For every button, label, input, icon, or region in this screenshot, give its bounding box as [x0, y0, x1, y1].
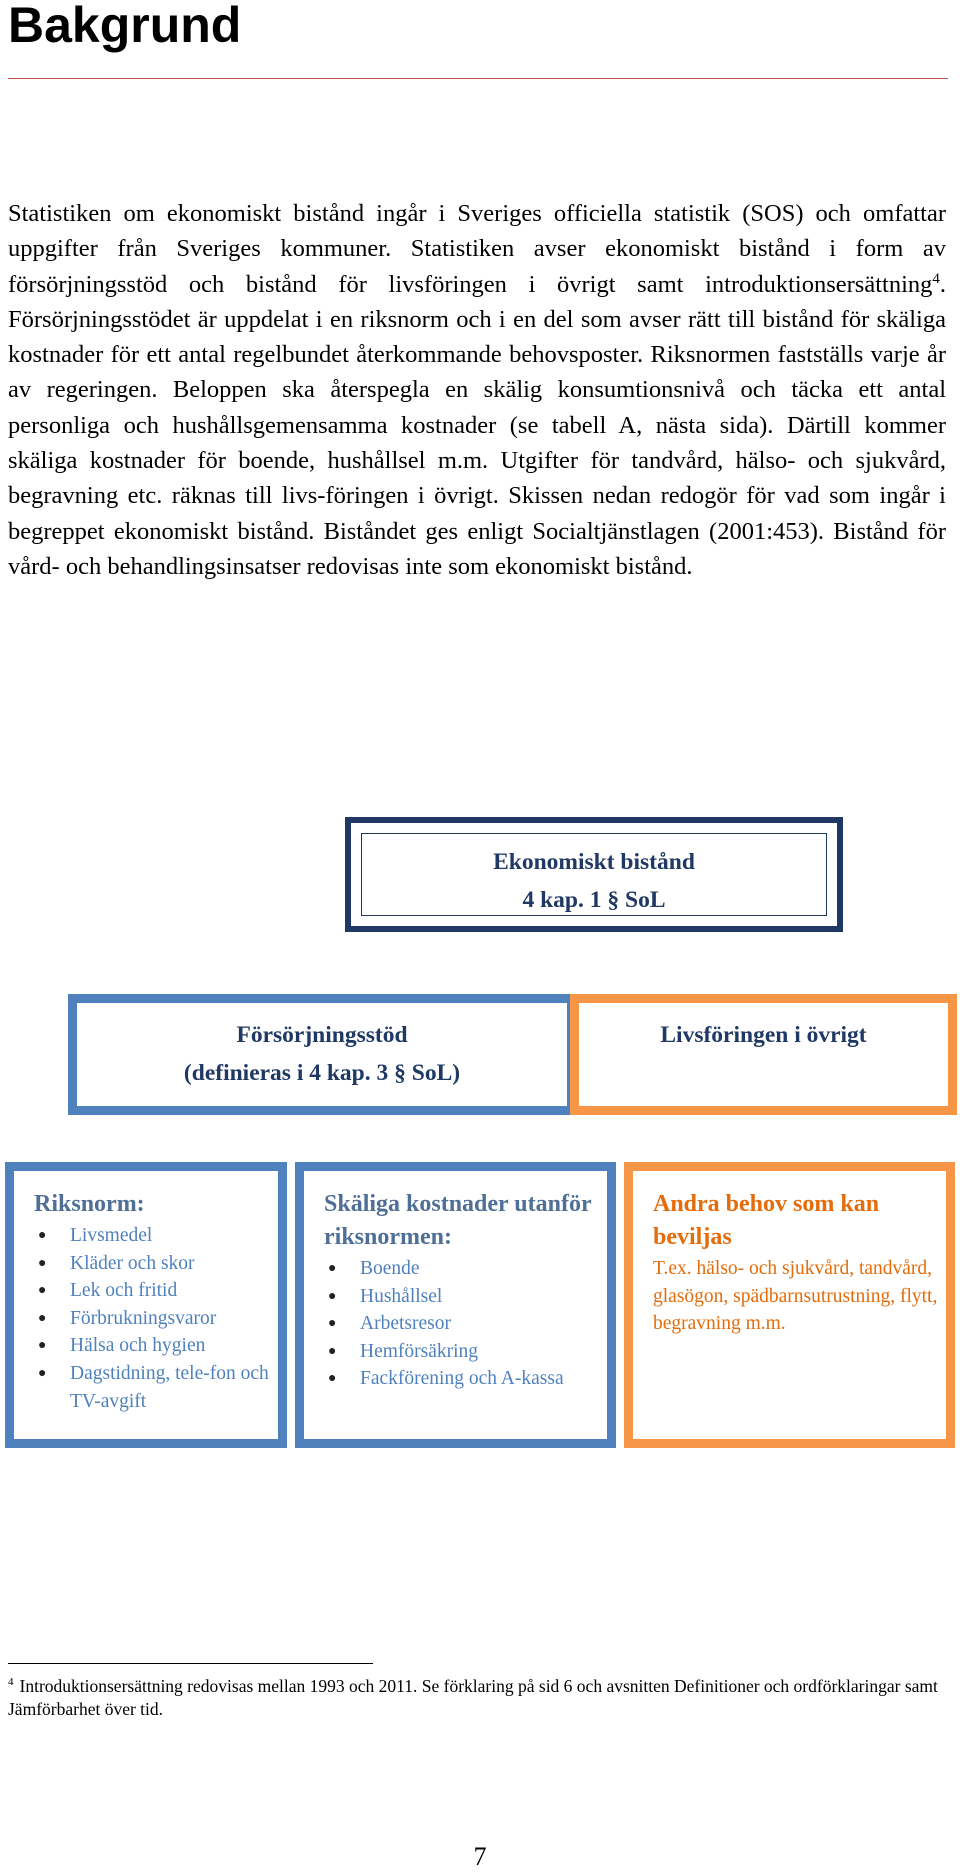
- ekonomiskt-bistand-ref: 4 kap. 1 § SoL: [522, 887, 666, 913]
- list-item: [34, 1305, 278, 1333]
- footnote-marker: 4: [932, 270, 940, 287]
- list-item: [34, 1250, 278, 1278]
- forsorjningsstod-ref: (definieras i 4 kap. 3 § SoL): [183, 1060, 461, 1086]
- list-item-label: Lek och fritid: [70, 1280, 178, 1302]
- forsorjningsstod-box: [68, 994, 576, 1115]
- body-text-start: Statistiken om ekonomiskt bistånd ingår i Sveriges officiella statistik (SOS) och omfattar uppgifter från Sveriges kommuner. Statistiken avser ekonomiskt bistånd i form av försörjningsstöd och bistånd för livsföringen i övrigt samt introduktionsersättning: [8, 200, 946, 298]
- list-item-label: Hälsa och hygien: [70, 1335, 206, 1357]
- list-item: [34, 1277, 278, 1305]
- page-number: 7: [473, 1842, 487, 1871]
- bullet-icon: ●: [38, 1365, 47, 1381]
- riksnorm-list: [34, 1222, 278, 1415]
- bullet-icon: ●: [328, 1261, 337, 1276]
- bullet-icon: ●: [328, 1288, 337, 1304]
- forsorjningsstod-title: Försörjningsstöd: [236, 1022, 408, 1048]
- list-item: [324, 1255, 607, 1283]
- list-item-label: Livsmedel: [70, 1225, 153, 1246]
- bullet-icon: ●: [328, 1371, 337, 1387]
- bullet-icon: ●: [38, 1283, 47, 1299]
- livsforingen-box: [570, 994, 957, 1115]
- list-item: [34, 1360, 278, 1415]
- bullet-icon: ●: [328, 1343, 337, 1359]
- andra-behov-box: [624, 1162, 955, 1448]
- bullet-icon: ●: [38, 1255, 47, 1271]
- list-item-label: Hushållsel: [360, 1285, 443, 1307]
- list-item: [34, 1222, 278, 1250]
- list-item: [34, 1332, 278, 1360]
- list-item-label: Arbetsresor: [360, 1313, 451, 1335]
- andra-behov-description: T.ex. hälso- och sjukvård, tandvård, glasögon, spädbarnsutrustning, flytt, begravning m.m.: [653, 1258, 938, 1335]
- ekonomiskt-bistand-box: [345, 817, 843, 932]
- list-item-label: Hemförsäkring: [360, 1340, 479, 1362]
- bullet-icon: ●: [328, 1316, 337, 1332]
- skaliga-kostnader-box: [295, 1162, 616, 1448]
- list-item-label: Kläder och skor: [70, 1252, 195, 1274]
- body-paragraph: [8, 196, 946, 584]
- bullet-icon: ●: [38, 1338, 47, 1354]
- list-item-label: Dagstidning, tele-fon och TV-avgift: [70, 1362, 269, 1412]
- footnote-number: 4: [8, 1676, 14, 1689]
- list-item-label: Boende: [360, 1258, 420, 1279]
- heading-rule: [8, 78, 948, 79]
- list-item: [324, 1338, 607, 1366]
- inner-border: [361, 833, 827, 916]
- skaliga-kostnader-list: [324, 1255, 607, 1393]
- livsforingen-title: Livsföringen i övrigt: [660, 1022, 867, 1048]
- andra-behov-title: Andra behov som kan beviljas: [653, 1191, 880, 1250]
- bullet-icon: ●: [38, 1310, 47, 1326]
- list-item: [324, 1283, 607, 1311]
- list-item-label: Förbrukningsvaror: [70, 1307, 217, 1329]
- skaliga-kostnader-title: Skäliga kostnader utanför riksnormen:: [324, 1191, 592, 1250]
- footnote: [8, 1675, 946, 1721]
- bullet-icon: ●: [38, 1228, 47, 1243]
- page-heading: Bakgrund: [8, 0, 242, 53]
- riksnorm-box: [5, 1162, 287, 1448]
- list-item-label: Fackförening och A-kassa: [360, 1368, 564, 1390]
- list-item: [324, 1310, 607, 1338]
- riksnorm-title: Riksnorm:: [34, 1191, 145, 1217]
- body-text-end: . Försörjningsstödet är uppdelat i en riksnorm och i en del som avser rätt till bistånd för skäliga kostnader för ett antal regelbundet återkommande behovsposter. Riksnormen fastställs varje år av regeringen. Beloppen ska återspegla en skälig konsumtionsnivå och täcka ett antal personliga och hushållsgemensamma kostnader (se tabell A, nästa sida). Därtill kommer skäliga kostnader för boende, hushållsel m.m. Utgifter för tandvård, hälso- och sjukvård, begravning etc. räknas till livs-föringen i övrigt. Skissen nedan redogör för vad som ingår i begreppet ekonomiskt bistånd. Biståndet ges enligt Socialtjänstlagen (2001:453). Bistånd för vård- och behandlingsinsatser redovisas inte som ekonomiskt bistånd.: [8, 270, 946, 580]
- footnote-rule: [8, 1663, 373, 1664]
- ekonomiskt-bistand-title: Ekonomiskt bistånd: [493, 849, 695, 875]
- list-item: [324, 1365, 607, 1393]
- footnote-text: Introduktionsersättning redovisas mellan 1993 och 2011. Se förklaring på sid 6 och avsnitten Definitioner och ordförklaringar samt Jämförbarhet över tid.: [8, 1676, 938, 1719]
